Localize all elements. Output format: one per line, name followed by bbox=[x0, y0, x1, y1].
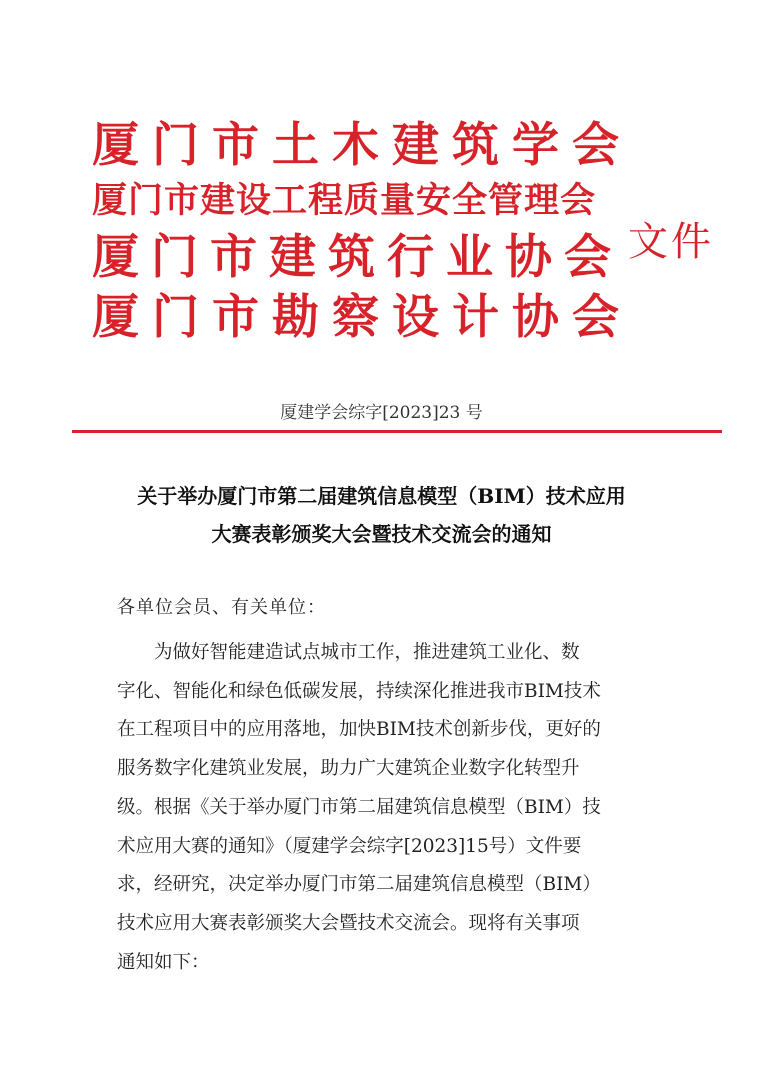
body-line: 为做好智能建造试点城市工作，推进建筑工业化、数 bbox=[117, 642, 580, 663]
notice-title bbox=[60, 477, 703, 553]
body-paragraph bbox=[117, 634, 677, 982]
document-header bbox=[92, 118, 632, 350]
body-line: 在工程项目中的应用落地，加快BIM技术创新步伐，更好的 bbox=[117, 719, 601, 741]
body-line: 服务数字化建筑业发展，助力广大建筑企业数字化转型升 bbox=[117, 758, 580, 780]
org-name-construction-industry-association: 厦门市建筑行业协会 bbox=[92, 230, 623, 285]
body-line: 求，经研究，决定举办厦门市第二届建筑信息模型（BIM） bbox=[117, 874, 601, 896]
body-line: 字化、智能化和绿色低碳发展，持续深化推进我市BIM技术 bbox=[117, 680, 601, 702]
notice-title-line-2: 大赛表彰颁奖大会暨技术交流会的通知 bbox=[211, 522, 552, 546]
notice-title-line-1: 关于举办厦门市第二届建筑信息模型（BIM）技术应用 bbox=[137, 484, 626, 508]
org-name-survey-design-association: 厦门市勘察设计协会 bbox=[92, 290, 632, 345]
body-line: 技术应用大赛表彰颁奖大会暨技术交流会。现将有关事项 bbox=[117, 912, 580, 934]
document-number: 厦建学会综字[2023]23 号 bbox=[280, 403, 483, 423]
document-suffix: 文件 bbox=[628, 219, 714, 265]
org-name-quality-safety-association: 厦门市建设工程质量安全管理会 bbox=[92, 181, 597, 221]
body-line: 术应用大赛的通知》（厦建学会综字[2023]15号）文件要 bbox=[117, 835, 582, 857]
org-name-civil-engineering-society: 厦门市土木建筑学会 bbox=[92, 118, 632, 173]
body-line: 级。根据《关于举办厦门市第二届建筑信息模型（BIM）技 bbox=[117, 796, 601, 818]
salutation: 各单位会员、有关单位： bbox=[117, 597, 326, 618]
body-line: 通知如下： bbox=[117, 951, 210, 973]
red-divider-line bbox=[72, 430, 722, 433]
